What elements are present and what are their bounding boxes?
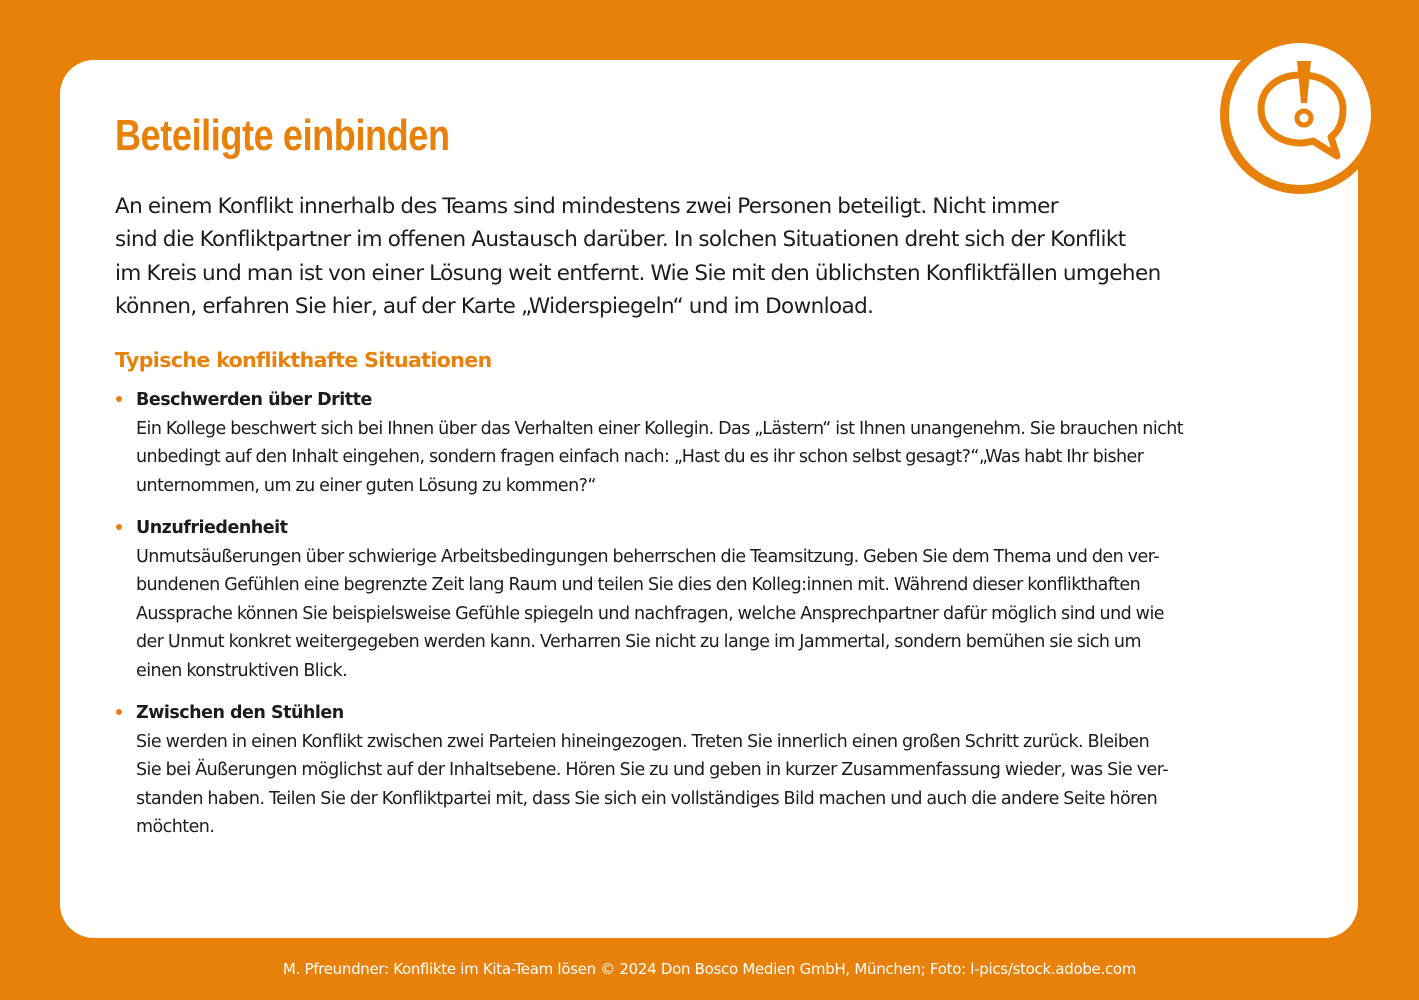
list-item-line: Unmutsäußerungen über schwierige Arbeitsbedingungen beherrschen die Teamsitzung. Geben Sie dem Thema und den ver- bbox=[136, 546, 1159, 567]
speech-bubble-exclamation-icon bbox=[1255, 61, 1347, 161]
intro-line: An einem Konflikt innerhalb des Teams sind mindestens zwei Personen beteiligt. Nicht immer bbox=[115, 194, 1058, 219]
list-item-line: Sie werden in einen Konflikt zwischen zwei Parteien hineingezogen. Treten Sie innerlich einen großen Schritt zurück. Bleiben bbox=[136, 731, 1150, 752]
intro-line: im Kreis und man ist von einer Lösung weit entfernt. Wie Sie mit den üblichsten Konfliktfällen umgehen bbox=[115, 260, 1161, 286]
bullet-dot-icon bbox=[116, 709, 122, 715]
list-item-line: möchten. bbox=[136, 817, 215, 838]
list-item-title: Zwischen den Stühlen bbox=[136, 703, 344, 723]
list-item-line: bundenen Gefühlen eine begrenzte Zeit lang Raum und teilen Sie dies den Kolleg:innen mit. Während dieser konflikthaften bbox=[136, 575, 1141, 596]
list-item-line: unbedingt auf den Inhalt eingehen, sondern fragen einfach nach: „Hast du es ihr schon selbst gesagt?“„Was habt Ihr bisher bbox=[136, 447, 1144, 468]
intro-line: sind die Konfliktpartner im offenen Austausch darüber. In solchen Situationen dreht sich der Konflikt bbox=[115, 227, 1126, 253]
list-item-text bbox=[136, 415, 1311, 501]
bullet-dot-icon bbox=[116, 396, 122, 402]
intro-line: können, erfahren Sie hier, auf der Karte „Widerspiegeln“ und im Download. bbox=[115, 293, 874, 319]
list-item-line: standen haben. Teilen Sie der Konfliktpartei mit, dass Sie sich ein vollständiges Bild machen und auch die andere Seite hören bbox=[136, 788, 1158, 809]
list-item-text bbox=[136, 728, 1311, 842]
list-item-text bbox=[136, 543, 1311, 686]
list-item-line: einen konstruktiven Blick. bbox=[136, 660, 348, 681]
intro-paragraph bbox=[115, 190, 1295, 323]
page-title: Beteiligte einbinden bbox=[115, 111, 450, 160]
list-item-line: Aussprache können Sie beispielsweise Gefühle spiegeln und nachfragen, welche Ansprechpartner dafür möglich sind und wie bbox=[136, 603, 1164, 624]
bullet-dot-icon bbox=[116, 524, 122, 530]
list-item-line: Sie bei Äußerungen möglichst auf der Inhaltsebene. Hören Sie zu und geben in kurzer Zusammenfassung wieder, was Sie ver- bbox=[136, 760, 1169, 781]
list-item-title: Unzufriedenheit bbox=[136, 518, 288, 538]
list-item-line: der Unmut konkret weitergegeben werden kann. Verharren Sie nicht zu lange im Jammertal, sondern bemühen sie sich um bbox=[136, 632, 1141, 653]
list-item-line: Ein Kollege beschwert sich bei Ihnen über das Verhalten einer Kollegin. Das „Lästern“ ist Ihnen unangenehm. Sie brauchen nicht bbox=[136, 418, 1184, 439]
footer-credit: M. Pfreundner: Konflikte im Kita-Team lösen © 2024 Don Bosco Medien GmbH, München; Foto: l-pics/stock.adobe.com bbox=[282, 960, 1137, 978]
list-item-line: unternommen, um zu einer guten Lösung zu kommen?“ bbox=[136, 475, 596, 496]
icon-badge-inner bbox=[1229, 43, 1371, 185]
section-heading: Typische konflikthafte Situationen bbox=[115, 348, 492, 372]
list-item-title: Beschwerden über Dritte bbox=[136, 390, 372, 410]
